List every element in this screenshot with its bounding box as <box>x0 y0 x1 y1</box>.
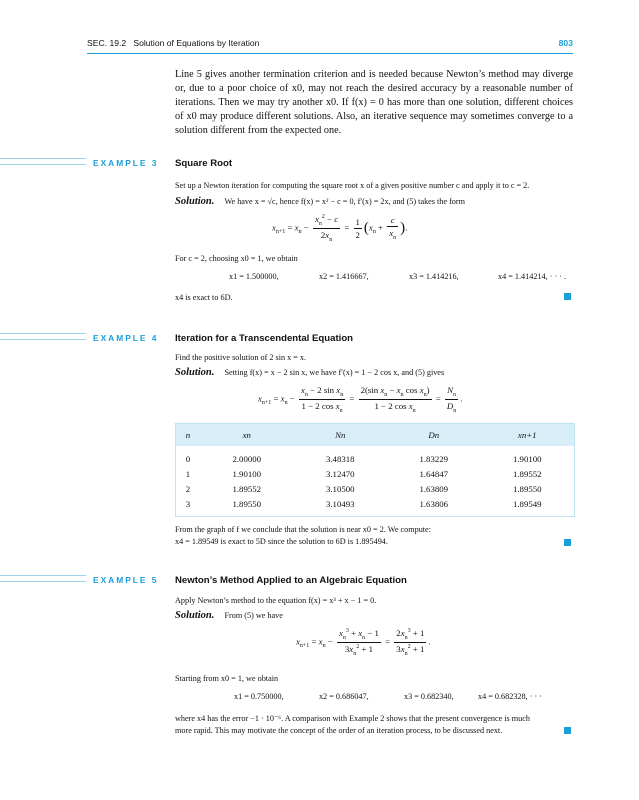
column-header: n <box>176 424 200 446</box>
example-4-formula: $x_{n+1} = x_n$ − $\frac{x_n - 2 \sin x_n}{1 - 2 \cos x_n}$ = $\frac{2(\sin x_n - x_n \cos x_n)}{1 - 2 \cos x_n}$ = $\frac{N_n}{D_n}$ . <box>258 385 463 414</box>
example-5-solution-text: From (5) we have <box>224 611 283 620</box>
table-cell: 3.10493 <box>325 498 355 509</box>
table-cell: 1.89552 <box>232 483 262 494</box>
example-3-title: Square Root <box>175 158 233 169</box>
table-row <box>176 446 574 466</box>
example-5-closing-1: where x4 has the error −1 · 10⁻⁶. A comparison with Example 2 shows that the present convergence is much <box>175 714 530 723</box>
table-cell: 1.63806 <box>419 498 449 509</box>
table-cell: 1.83229 <box>419 453 449 464</box>
table-cell: 1.90100 <box>232 468 262 479</box>
column-header: xn+1 <box>481 424 575 446</box>
example-5-value: x4 = 0.682328, · · · <box>478 692 542 701</box>
table-cell: 1.89552 <box>512 468 542 479</box>
table-cell: 3.10500 <box>325 483 355 494</box>
end-of-example-marker <box>564 293 571 300</box>
example-3-solution-text: We have x = √c, hence f(x) = x² − c = 0, f′(x) = 2x, and (5) takes the form <box>224 197 465 206</box>
example-5-problem: Apply Newton’s method to the equation f(x) = x³ + x − 1 = 0. <box>175 596 377 605</box>
example-4-problem: Find the positive solution of 2 sin x = x. <box>175 353 307 362</box>
example-5-formula: $x_{n+1} = x_n$ − $\frac{x_n^3 + x_n - 1}{3x_n^2 + 1}$ = $\frac{2x_n^3 + 1}{3x_n^2 + 1}$ . <box>296 628 431 657</box>
solution-label: Solution. <box>175 367 215 378</box>
table-cell: 3.48318 <box>325 453 355 464</box>
solution-label: Solution. <box>175 610 215 621</box>
example-5-solution-line <box>175 610 573 622</box>
example-3-value: x1 = 1.500000, <box>229 272 279 281</box>
iteration-table <box>175 423 575 517</box>
example-3-problem: Set up a Newton iteration for computing the square root x of a given positive number c and apply it to c = 2. <box>175 181 530 190</box>
example-3-formula: $x_{n+1} = x_n$ − $\frac{x_n^2 - c}{2x_n}$ = $\frac{1}{2}$ ($x_n$ + $\frac{c}{x_n}$ ). <box>272 214 408 243</box>
example-4-title: Iteration for a Transcendental Equation <box>175 333 354 344</box>
example-5-closing-2: more rapid. This may motivate the concept of the order of an iteration process, to be discussed next. <box>175 726 503 735</box>
example-3-value: x3 = 1.414216, <box>409 272 459 281</box>
table-cell: 1.89549 <box>512 498 542 509</box>
example-4-closing-1: From the graph of f we conclude that the solution is near x0 = 2. We compute: <box>175 525 431 534</box>
table-cell: 1 <box>185 468 191 479</box>
header-rule <box>87 53 573 54</box>
example-3-rule <box>0 158 86 165</box>
table-cell: 1.90100 <box>512 453 542 464</box>
table-cell: 3 <box>185 498 191 509</box>
example-5-value: x2 = 0.686047, <box>319 692 369 701</box>
table-cell: 2.00000 <box>232 453 262 464</box>
table-cell: 1.89550 <box>232 498 262 509</box>
example-4-label: EXAMPLE 4 <box>93 333 159 343</box>
example-5-rule <box>0 575 86 582</box>
table-header-row <box>176 424 574 446</box>
table-cell: 0 <box>185 453 191 464</box>
example-4-solution-text: Setting f(x) = x − 2 sin x, we have f′(x) = 1 − 2 cos x, and (5) gives <box>224 368 445 377</box>
example-3-solution-line <box>175 196 573 208</box>
example-4-rule <box>0 333 86 340</box>
end-of-example-marker <box>564 539 571 546</box>
example-5-title: Newton’s Method Applied to an Algebraic Equation <box>175 575 407 586</box>
example-3-for-text: For c = 2, choosing x0 = 1, we obtain <box>175 254 298 263</box>
table-cell: 1.89550 <box>512 483 542 494</box>
section-title: SEC. 19.2 Solution of Equations by Iteration <box>87 38 260 48</box>
table-cell: 1.64847 <box>419 468 449 479</box>
solution-label: Solution. <box>175 196 215 207</box>
column-header: Nn <box>294 424 388 446</box>
example-5-label: EXAMPLE 5 <box>93 575 159 585</box>
example-5-start-text: Starting from x0 = 1, we obtain <box>175 674 279 683</box>
table-row <box>176 496 574 516</box>
table-cell: 3.12470 <box>325 468 355 479</box>
end-of-example-marker <box>564 727 571 734</box>
column-header: Dn <box>387 424 481 446</box>
table-cell: 1.63809 <box>419 483 449 494</box>
intro-paragraph: Line 5 gives another termination criterion and is needed because Newton’s method may diverge or, due to a poor choice of x0, may not reach the desired accuracy by a reasonable number of iterations. Then we may try another x0. If f(x) = 0 has more than one solution, different choices of x0 may produce different solutions. Also, an iterative sequence may sometimes converge to a solution different from the expected one. <box>175 69 573 136</box>
table-cell: 2 <box>185 483 191 494</box>
example-3-value: x4 = 1.414214, · · · . <box>498 272 567 281</box>
example-4-closing-2: x4 = 1.89549 is exact to 5D since the solution to 6D is 1.895494. <box>175 537 388 546</box>
example-3-closing: x4 is exact to 6D. <box>175 293 233 302</box>
table-row <box>176 466 574 481</box>
column-header: xn <box>200 424 294 446</box>
example-3-value: x2 = 1.416667, <box>319 272 369 281</box>
example-3-label: EXAMPLE 3 <box>93 158 159 168</box>
page-number: 803 <box>558 38 573 48</box>
example-5-value: x1 = 0.750000, <box>234 692 284 701</box>
example-5-value: x3 = 0.682340, <box>404 692 454 701</box>
example-4-solution-line <box>175 367 573 379</box>
table-row <box>176 481 574 496</box>
